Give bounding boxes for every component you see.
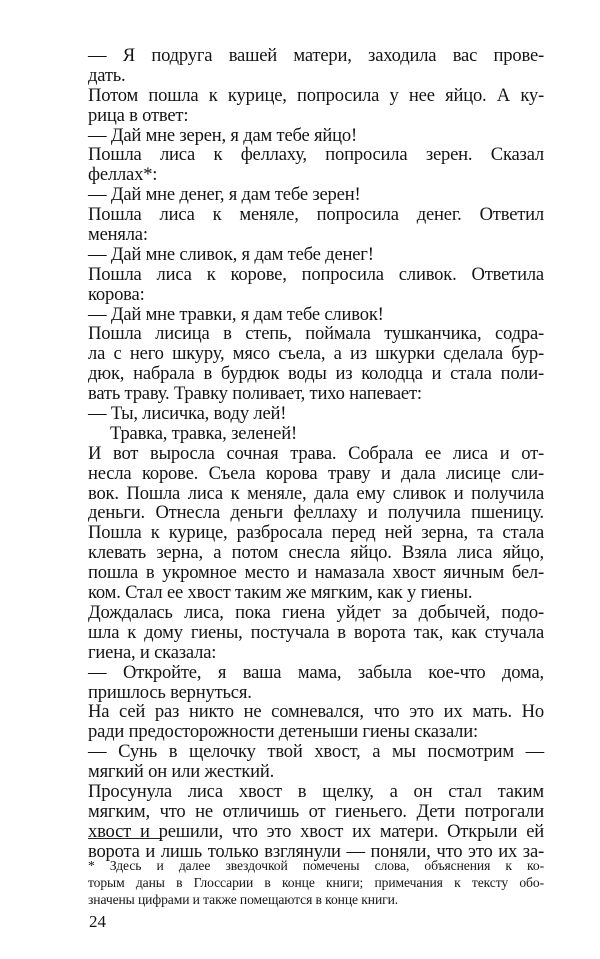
text-line: ком. Стал ее хвост таким же мягким, как у гиены. [88,582,473,604]
text-line: — Дай мне зерен, я дам тебе яйцо! [88,124,357,146]
text-line: дать. [88,64,126,86]
text-line: деньги. Отнесла деньги феллаху и получила пшеницу. [88,502,544,524]
text-line: — Дай мне травки, я дам тебе сливок! [88,303,384,325]
footnote-line: торым даны в Глоссарии в конце книги; примечания к тексту обо- [88,875,544,890]
story-text [88,46,544,862]
text-line: — Сунь в щелочку твой хвост, а мы посмотрим — [88,741,544,763]
text-line: Пошла к курице, разбросала перед ней зерна, та стала [88,522,544,544]
text-line: клевать зерна, а потом снесла яйцо. Взяла лиса яйцо, [88,542,544,564]
text-line: На сей раз никто не сомневался, что это их мать. Но [88,701,544,723]
text-line: мягким, что не отличишь от гиеньего. Дети потрогали [88,800,544,822]
text-line: Пошла лиса к меняле, попросила денег. Ответил [88,204,544,226]
text-line: Пошла лиса к корове, попросила сливок. Ответила [88,263,544,285]
text-line: И вот выросла сочная трава. Собрала ее лиса и от- [88,442,544,464]
text-line: Потом пошла к курице, попросила у нее яйцо. А ку- [88,84,544,106]
text-line: корова: [88,283,145,305]
text-line: Дождалась лиса, пока гиена уйдет за добычей, подо- [88,601,544,623]
text-line: хвост и решили, что это хвост их матери. Открыли ей [88,820,544,842]
text-line: меняла: [88,224,148,246]
footnote [88,857,544,908]
text-line: ла с него шкуру, мясо съела, а из шкурки сделала бур- [88,343,544,365]
text-line: — Дай мне сливок, я дам тебе денег! [88,243,374,265]
text-line: несла корове. Съела корова траву и дала лисице сли- [88,462,544,484]
text-line: — Дай мне денег, я дам тебе зерен! [88,184,361,206]
page-number: 24 [89,912,106,931]
text-line: вок. Пошла лиса к меняле, дала ему сливок и получила [88,482,544,504]
text-line: Пошла лисица в степь, поймала тушканчика, содра- [88,323,544,345]
text-line: ворота и лишь только взглянули — поняли, что это их за- [88,840,544,862]
text-line: пришлось вернуться. [88,681,252,703]
text-line: ради предосторожности детеныши гиены сказали: [88,721,478,743]
footnote-separator [88,838,162,839]
text-line: Просунула лиса хвост в щелку, а он стал таким [88,780,544,802]
text-line: — Я подруга вашей матери, заходила вас прове- [88,45,544,66]
text-line: — Ты, лисичка, воду лей! [88,403,287,425]
text-line: рица в ответ: [88,104,189,126]
text-line: Травка, травка, зеленей! [110,422,297,444]
text-line: — Откройте, я ваша мама, забыла кое-что дома, [88,661,544,683]
footnote-line: * Здесь и далее звездочкой помечены слова, объяснения к ко- [88,858,544,873]
text-line: дюк, набрала в бурдюк воды из колодца и стала поли- [88,363,544,385]
text-line: гиена, и сказала: [88,641,217,663]
text-line: Пошла лиса к феллаху, попросила зерен. Сказал [88,144,544,166]
text-line: шла к дому гиены, постучала в ворота так, как стучала [88,621,544,643]
text-line: пошла в укромное место и намазала хвост яичным бел- [88,562,544,584]
text-line: вать траву. Травку поливает, тихо напевает: [88,383,422,405]
footnote-line: значены цифрами и также помещаются в конце книги. [88,892,399,907]
text-line: мягкий он или жесткий. [88,761,275,783]
text-line: феллах*: [88,164,158,186]
